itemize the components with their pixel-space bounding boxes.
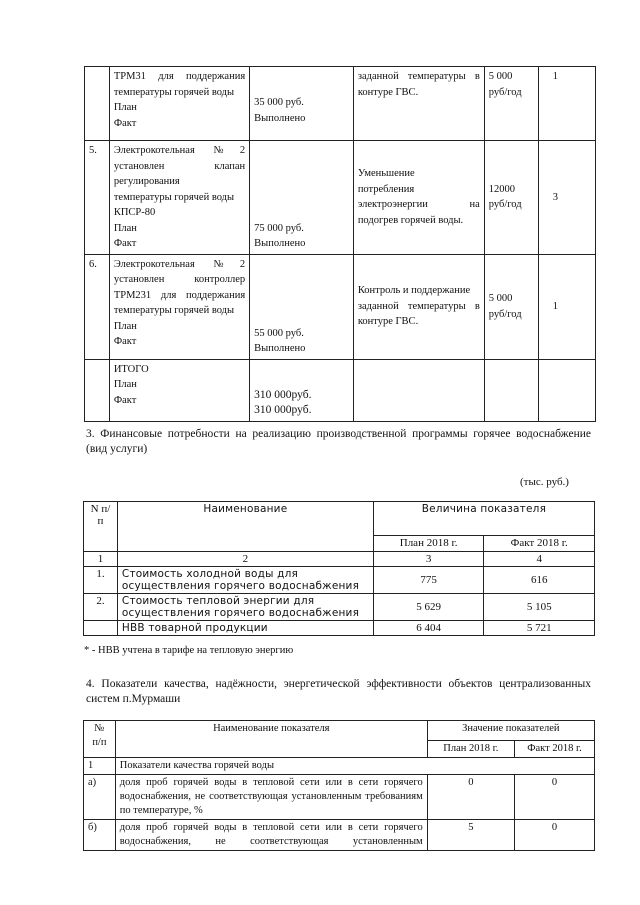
- total-description: [109, 359, 249, 421]
- row-plan: 5 629: [373, 594, 484, 621]
- saving-line: руб/год: [488, 86, 522, 98]
- desc-line: температуры горячей воды: [113, 86, 235, 98]
- row-name: НВВ товарной продукции: [117, 621, 373, 636]
- total-effect: [353, 359, 484, 421]
- desc-line: температуры горячей воды: [113, 305, 235, 316]
- units-label: (тыс. руб.): [520, 476, 569, 488]
- table-row: [85, 141, 596, 255]
- row-name: [117, 567, 373, 594]
- group-row: [84, 758, 595, 775]
- row-plan: 5: [427, 820, 514, 851]
- effect-line: потребления: [357, 183, 415, 195]
- row-number: а): [84, 775, 116, 820]
- name-line: осуществления горячего водоснабжения: [121, 580, 360, 592]
- header-value: Величина показателя: [373, 502, 594, 536]
- row-number: 6.: [85, 254, 110, 359]
- measure-description: [109, 67, 249, 141]
- header-value: Значение показателей: [427, 721, 594, 741]
- table-row: [84, 775, 595, 820]
- row-fact: 5 721: [484, 621, 595, 636]
- measure-cost: [250, 141, 354, 255]
- row-plan: 0: [427, 775, 514, 820]
- header-num: [84, 721, 116, 758]
- cost-line: Выполнено: [254, 343, 306, 354]
- name-line: Стоимость тепловой энергии для: [121, 595, 315, 607]
- desc-line: ТРМ231 для поддержания: [113, 289, 246, 301]
- header-num-text: № п/п: [92, 723, 107, 748]
- table-row: [84, 594, 595, 621]
- desc-line: План: [113, 222, 137, 234]
- header-row: [84, 721, 595, 741]
- saving-line: 5 000: [488, 71, 513, 82]
- desc-line: Электрокотельная №2: [113, 258, 246, 270]
- table-row: [84, 820, 595, 851]
- group-title: Показатели качества горячей воды: [115, 758, 594, 775]
- desc-line: Факт: [113, 238, 137, 249]
- desc-line: План: [113, 102, 137, 113]
- table-row: [84, 621, 595, 636]
- row-fact: 0: [514, 820, 594, 851]
- section-3-title: 3. Финансовые потребности на реализацию производственной программы горячее водоснабжение (вид услуги): [86, 428, 591, 455]
- row-number: [84, 621, 118, 636]
- cost-line: 310 000руб.: [254, 404, 312, 416]
- header-fact: Факт 2018 г.: [514, 741, 594, 758]
- desc-line: ИТОГО: [113, 363, 149, 375]
- effect-line: заданной температуры в: [357, 71, 480, 82]
- name-line: осуществления горячего водоснабжения: [121, 607, 360, 619]
- header-name: Наименование показателя: [115, 721, 427, 758]
- total-payback: [538, 359, 595, 421]
- row-name: доля проб горячей воды в тепловой сети или в сети горячего водоснабжения, не соответствующая установленным требованиям по температуре, %: [115, 775, 427, 820]
- measure-description: [109, 141, 249, 255]
- row-name: [117, 594, 373, 621]
- table-row: [85, 359, 596, 421]
- desc-line: ТРМ31 для поддержания: [113, 71, 246, 82]
- effect-line: Контроль и поддержание: [357, 285, 471, 297]
- measure-saving: [484, 254, 538, 359]
- row-plan: 775: [373, 567, 484, 594]
- header-plan: План 2018 г.: [373, 536, 484, 552]
- name-line: Стоимость холодной воды для: [121, 568, 299, 580]
- index-cell: 1: [84, 552, 118, 567]
- section-4-title: 4. Показатели качества, надёжности, энергетической эффективности объектов централизованных систем п.Мурмаши: [86, 678, 591, 705]
- effect-line: контуре ГВС.: [357, 86, 419, 98]
- desc-line: Факт: [113, 117, 137, 129]
- effect-line: заданной температуры в: [357, 300, 480, 312]
- row-fact: 5 105: [484, 594, 595, 621]
- row-number: [85, 359, 110, 421]
- saving-line: руб/год: [488, 308, 522, 320]
- cost-line: 75 000 руб.: [254, 222, 304, 234]
- measure-saving: [484, 141, 538, 255]
- effect-line: контуре ГВС.: [357, 316, 419, 328]
- effect-line: электроэнергии на: [357, 199, 480, 211]
- header-plan: План 2018 г.: [427, 741, 514, 758]
- effect-line: подогрев горячей воды.: [357, 214, 464, 226]
- measure-cost: [250, 254, 354, 359]
- effect-line: Уменьшение: [357, 168, 415, 180]
- total-saving: [484, 359, 538, 421]
- row-number: [85, 67, 110, 141]
- measures-table: [84, 66, 596, 422]
- table-row: [85, 254, 596, 359]
- group-number: 1: [84, 758, 116, 775]
- row-fact: 0: [514, 775, 594, 820]
- desc-line: План: [113, 379, 137, 390]
- cost-line: Выполнено: [254, 238, 306, 249]
- total-cost: [250, 359, 354, 421]
- row-name: доля проб горячей воды в тепловой сети или в сети горячего водоснабжения, не соответствующая установленным: [115, 820, 427, 851]
- measure-cost: [250, 67, 354, 141]
- cost-line: 55 000 руб.: [254, 327, 304, 339]
- desc-line: температуры горячей воды: [113, 191, 235, 203]
- header-num: N п/п: [84, 502, 118, 552]
- quality-indicators-table: [83, 720, 595, 851]
- desc-line: КПСР-80: [113, 207, 156, 218]
- index-row: [84, 552, 595, 567]
- saving-line: руб/год: [488, 199, 522, 211]
- footnote: * - НВВ учтена в тарифе на тепловую энергию: [84, 645, 294, 656]
- row-number: 2.: [84, 594, 118, 621]
- row-number: б): [84, 820, 116, 851]
- desc-line: Электрокотельная №2: [113, 145, 246, 156]
- index-cell: 4: [484, 552, 595, 567]
- desc-line: Факт: [113, 394, 137, 406]
- measure-effect: [353, 141, 484, 255]
- desc-line: План: [113, 320, 137, 332]
- desc-line: установлен клапан: [113, 160, 246, 172]
- saving-line: 5 000: [488, 293, 513, 304]
- measure-saving: [484, 67, 538, 141]
- measure-effect: [353, 67, 484, 141]
- header-fact: Факт 2018 г.: [484, 536, 595, 552]
- index-cell: 2: [117, 552, 373, 567]
- row-plan: 6 404: [373, 621, 484, 636]
- index-cell: 3: [373, 552, 484, 567]
- row-number: 1.: [84, 567, 118, 594]
- measure-effect: [353, 254, 484, 359]
- measure-payback: 1: [538, 67, 595, 141]
- cost-line: 35 000 руб.: [254, 97, 304, 108]
- header-name: Наименование: [117, 502, 373, 552]
- financial-needs-table: [83, 501, 595, 636]
- desc-line: регулирования: [113, 176, 180, 187]
- saving-line: 12000: [488, 183, 516, 195]
- table-row: [85, 67, 596, 141]
- row-number: 5.: [85, 141, 110, 255]
- measure-description: [109, 254, 249, 359]
- cost-line: Выполнено: [254, 112, 306, 124]
- desc-line: Факт: [113, 336, 137, 347]
- measure-payback: 3: [538, 141, 595, 255]
- table-row: [84, 567, 595, 594]
- header-row: [84, 502, 595, 536]
- measure-payback: 1: [538, 254, 595, 359]
- row-fact: 616: [484, 567, 595, 594]
- cost-line: 310 000руб.: [254, 388, 312, 401]
- desc-line: установлен контроллер: [113, 274, 246, 285]
